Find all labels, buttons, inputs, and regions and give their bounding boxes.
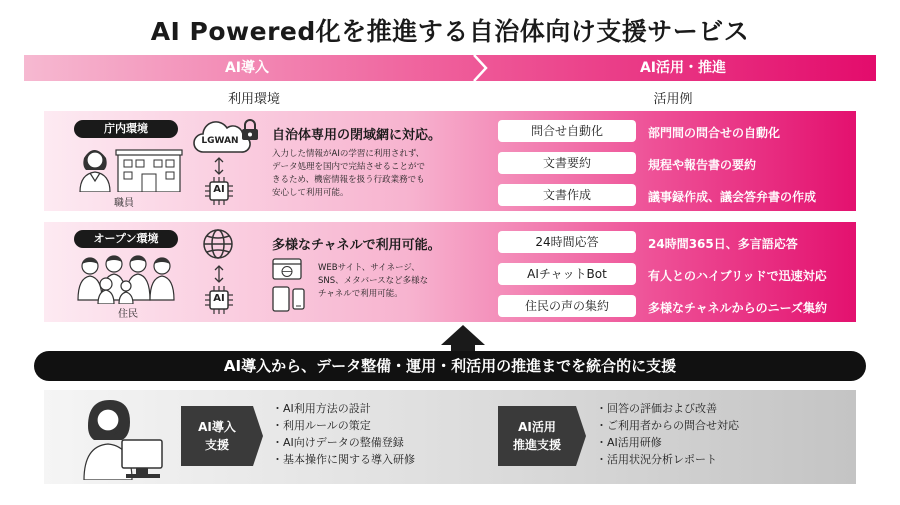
use-pill: 住民の声の集約 [498,295,636,317]
support-box-promotion-arrow [576,406,586,466]
use-desc: 24時間365日、多言語応答 [648,237,798,251]
caption-residents: 住民 [118,309,138,320]
use-pill: 文書要約 [498,152,636,174]
list-item: ・ 活用状況分析レポート [596,451,739,468]
use-pill: 文書作成 [498,184,636,206]
support-box-intro: AI導入 支援 [181,406,253,466]
use-desc: 多様なチャネルからのニーズ集約 [648,301,828,315]
chevron-right-icon [470,55,490,81]
integrated-support-banner: AI導入から、データ整備・運用・利活用の推進までを統合的に支援 [34,351,866,381]
updown-arrow-icon [212,156,226,176]
updown-arrow-icon [212,264,226,284]
lgwan-label: LGWAN [201,136,239,146]
support-box-promotion: AI活用 推進支援 [498,406,576,466]
use-desc: 部門間の問合せの自動化 [648,126,781,140]
support-list-promotion [596,400,739,468]
list-item: ・ AI活用研修 [596,434,739,451]
feature-title-open: 多様なチャネルで利用可能。 [272,238,441,253]
feature-title-internal: 自治体専用の閉域網に対応。 [272,128,442,143]
feature-desc-internal: 入力した情報がAIの学習に利用されず、 データ処理を国内で完結させることがで きるため、機密情報を扱う行政業務でも 安心して利用可能。 [272,149,426,198]
support-box-intro-arrow [253,406,263,466]
feature-desc-open: WEBサイト、サイネージ、 SNS、メタバースなど多様な チャネルで利用可能。 [318,263,429,299]
list-item: ・ 回答の評価および改善 [596,400,739,417]
page-title: AI Powered化を推進する自治体向け支援サービス [150,17,750,46]
browser-icon [272,258,302,280]
use-pill: AIチャットBot [498,263,636,285]
list-item: ・ 利用ルールの策定 [272,417,415,434]
staff-illustration [76,142,184,192]
list-item: ・ AI向けデータの整備登録 [272,434,415,451]
tag-open: オープン環境 [74,230,178,248]
up-arrow-icon [441,325,485,345]
ai-chip-label: AI [213,293,225,304]
support-list-intro [272,400,415,468]
subhead-right: 活用例 [653,92,693,107]
globe-icon [202,228,234,260]
use-desc: 有人とのハイブリッドで迅速対応 [648,269,827,283]
header-left-label: AI導入 [224,60,270,76]
operator-illustration [82,394,168,480]
use-desc: 議事録作成、議会答弁書の作成 [648,190,817,204]
ai-chip-label: AI [213,184,225,195]
list-item: ・ ご利用者からの問合せ対応 [596,417,739,434]
use-pill: 問合せ自動化 [498,120,636,142]
subhead-left: 利用環境 [227,92,280,107]
use-pill: 24時間応答 [498,231,636,253]
header-right-label: AI活用・推進 [639,60,727,76]
list-item: ・ AI利用方法の設計 [272,400,415,417]
residents-illustration [76,252,180,304]
use-desc: 規程や報告書の要約 [648,158,757,172]
tag-internal: 庁内環境 [74,120,178,138]
caption-staff: 職員 [114,198,134,209]
lock-icon [241,119,259,141]
devices-icon [272,285,306,313]
list-item: ・ 基本操作に関する導入研修 [272,451,415,468]
